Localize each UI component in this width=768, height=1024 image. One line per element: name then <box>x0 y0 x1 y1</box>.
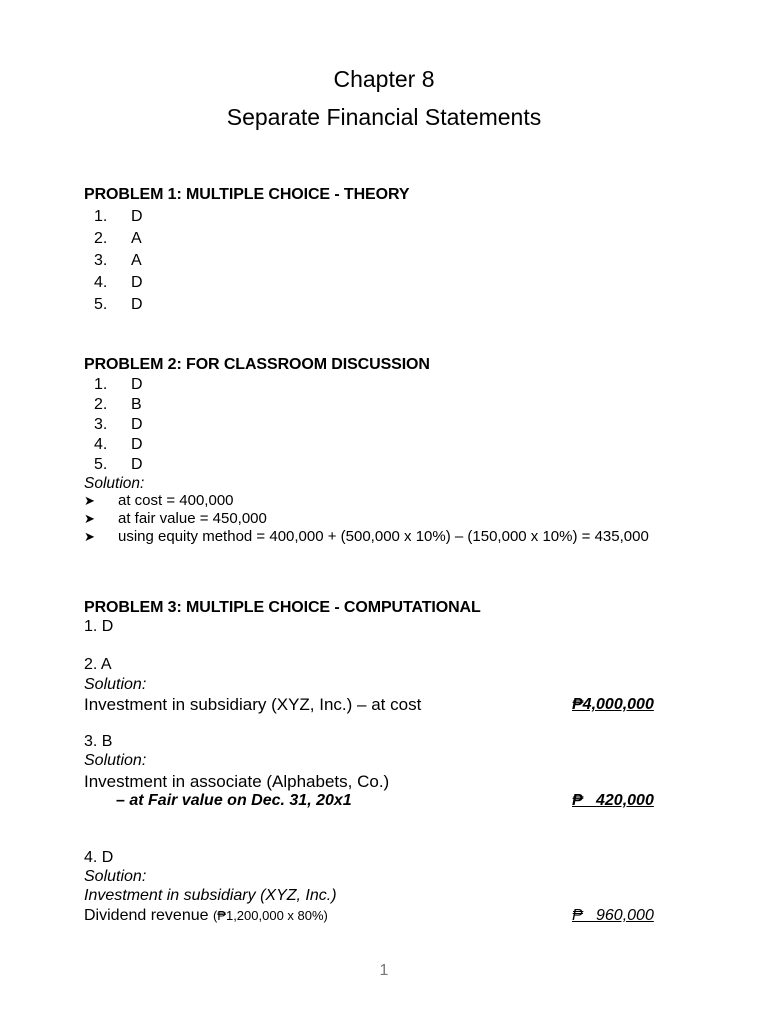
problem-2-answers <box>94 375 143 475</box>
item-answer: D <box>131 436 143 453</box>
question-4-line <box>84 907 328 925</box>
list-item <box>94 435 143 455</box>
list-item <box>94 250 143 272</box>
arrow-bullet-icon: ➤ <box>84 511 95 526</box>
question-1-answer: 1. D <box>84 618 114 635</box>
page-number: 1 <box>379 962 389 979</box>
item-answer: B <box>131 396 142 413</box>
problem-3-heading: PROBLEM 3: MULTIPLE CHOICE - COMPUTATIONAL <box>84 599 481 616</box>
item-answer: D <box>131 376 143 393</box>
arrow-bullet-icon: ➤ <box>84 493 95 508</box>
list-item <box>94 228 143 250</box>
question-4-amount: ₱ 960,000 <box>572 907 654 924</box>
list-item <box>94 272 143 294</box>
item-number: 1. <box>94 208 108 225</box>
question-2-amount: ₱4,000,000 <box>572 696 654 713</box>
solution-label: Solution: <box>84 752 147 769</box>
item-answer: D <box>131 296 143 313</box>
chapter-subtitle: Separate Financial Statements <box>226 104 542 130</box>
item-number: 5. <box>94 296 108 313</box>
question-3-subline: – at Fair value on Dec. 31, 20x1 <box>116 792 352 809</box>
item-number: 4. <box>94 436 108 453</box>
line-note: (₱1,200,000 x 80%) <box>212 908 328 923</box>
item-number: 4. <box>94 274 108 291</box>
item-number: 2. <box>94 396 108 413</box>
question-4-answer: 4. D <box>84 849 114 866</box>
list-item <box>94 206 143 228</box>
chapter-title: Chapter 8 <box>333 66 435 92</box>
question-2-line: Investment in subsidiary (XYZ, Inc.) – at cost <box>84 695 422 714</box>
item-number: 5. <box>94 456 108 473</box>
question-3-line: Investment in associate (Alphabets, Co.) <box>84 772 390 791</box>
list-item <box>94 415 143 435</box>
list-item <box>94 294 143 316</box>
question-3-answer: 3. B <box>84 733 113 750</box>
solution-label: Solution: <box>84 676 147 693</box>
item-number: 1. <box>94 376 108 393</box>
bullet-item <box>84 492 688 510</box>
problem-1-heading: PROBLEM 1: MULTIPLE CHOICE - THEORY <box>84 186 410 203</box>
problem-1-answers <box>94 206 143 316</box>
item-answer: D <box>131 274 143 291</box>
item-number: 3. <box>94 416 108 433</box>
item-answer: A <box>131 252 142 269</box>
bullet-text: at cost = 400,000 <box>118 492 234 509</box>
solution-label: Solution: <box>84 475 145 492</box>
bullet-item <box>84 528 688 546</box>
question-2-answer: 2. A <box>84 656 112 673</box>
item-number: 2. <box>94 230 108 247</box>
question-3-amount: ₱ 420,000 <box>572 792 654 809</box>
bullet-item <box>84 510 688 528</box>
item-answer: A <box>131 230 142 247</box>
list-item <box>94 375 143 395</box>
bullet-text: at fair value = 450,000 <box>118 510 267 527</box>
bullet-text: using equity method = 400,000 + (500,000 x 10%) – (150,000 x 10%) = 435,000 <box>118 528 649 545</box>
item-answer: D <box>131 416 143 433</box>
list-item <box>94 395 143 415</box>
item-number: 3. <box>94 252 108 269</box>
solution-label: Solution: <box>84 868 147 885</box>
question-4-italic-line: Investment in subsidiary (XYZ, Inc.) <box>84 887 337 904</box>
solution-bullets <box>84 492 688 546</box>
line-text: Dividend revenue <box>84 907 213 924</box>
list-item <box>94 455 143 475</box>
item-answer: D <box>131 456 143 473</box>
problem-2-heading: PROBLEM 2: FOR CLASSROOM DISCUSSION <box>84 356 430 373</box>
arrow-bullet-icon: ➤ <box>84 529 95 544</box>
item-answer: D <box>131 208 143 225</box>
